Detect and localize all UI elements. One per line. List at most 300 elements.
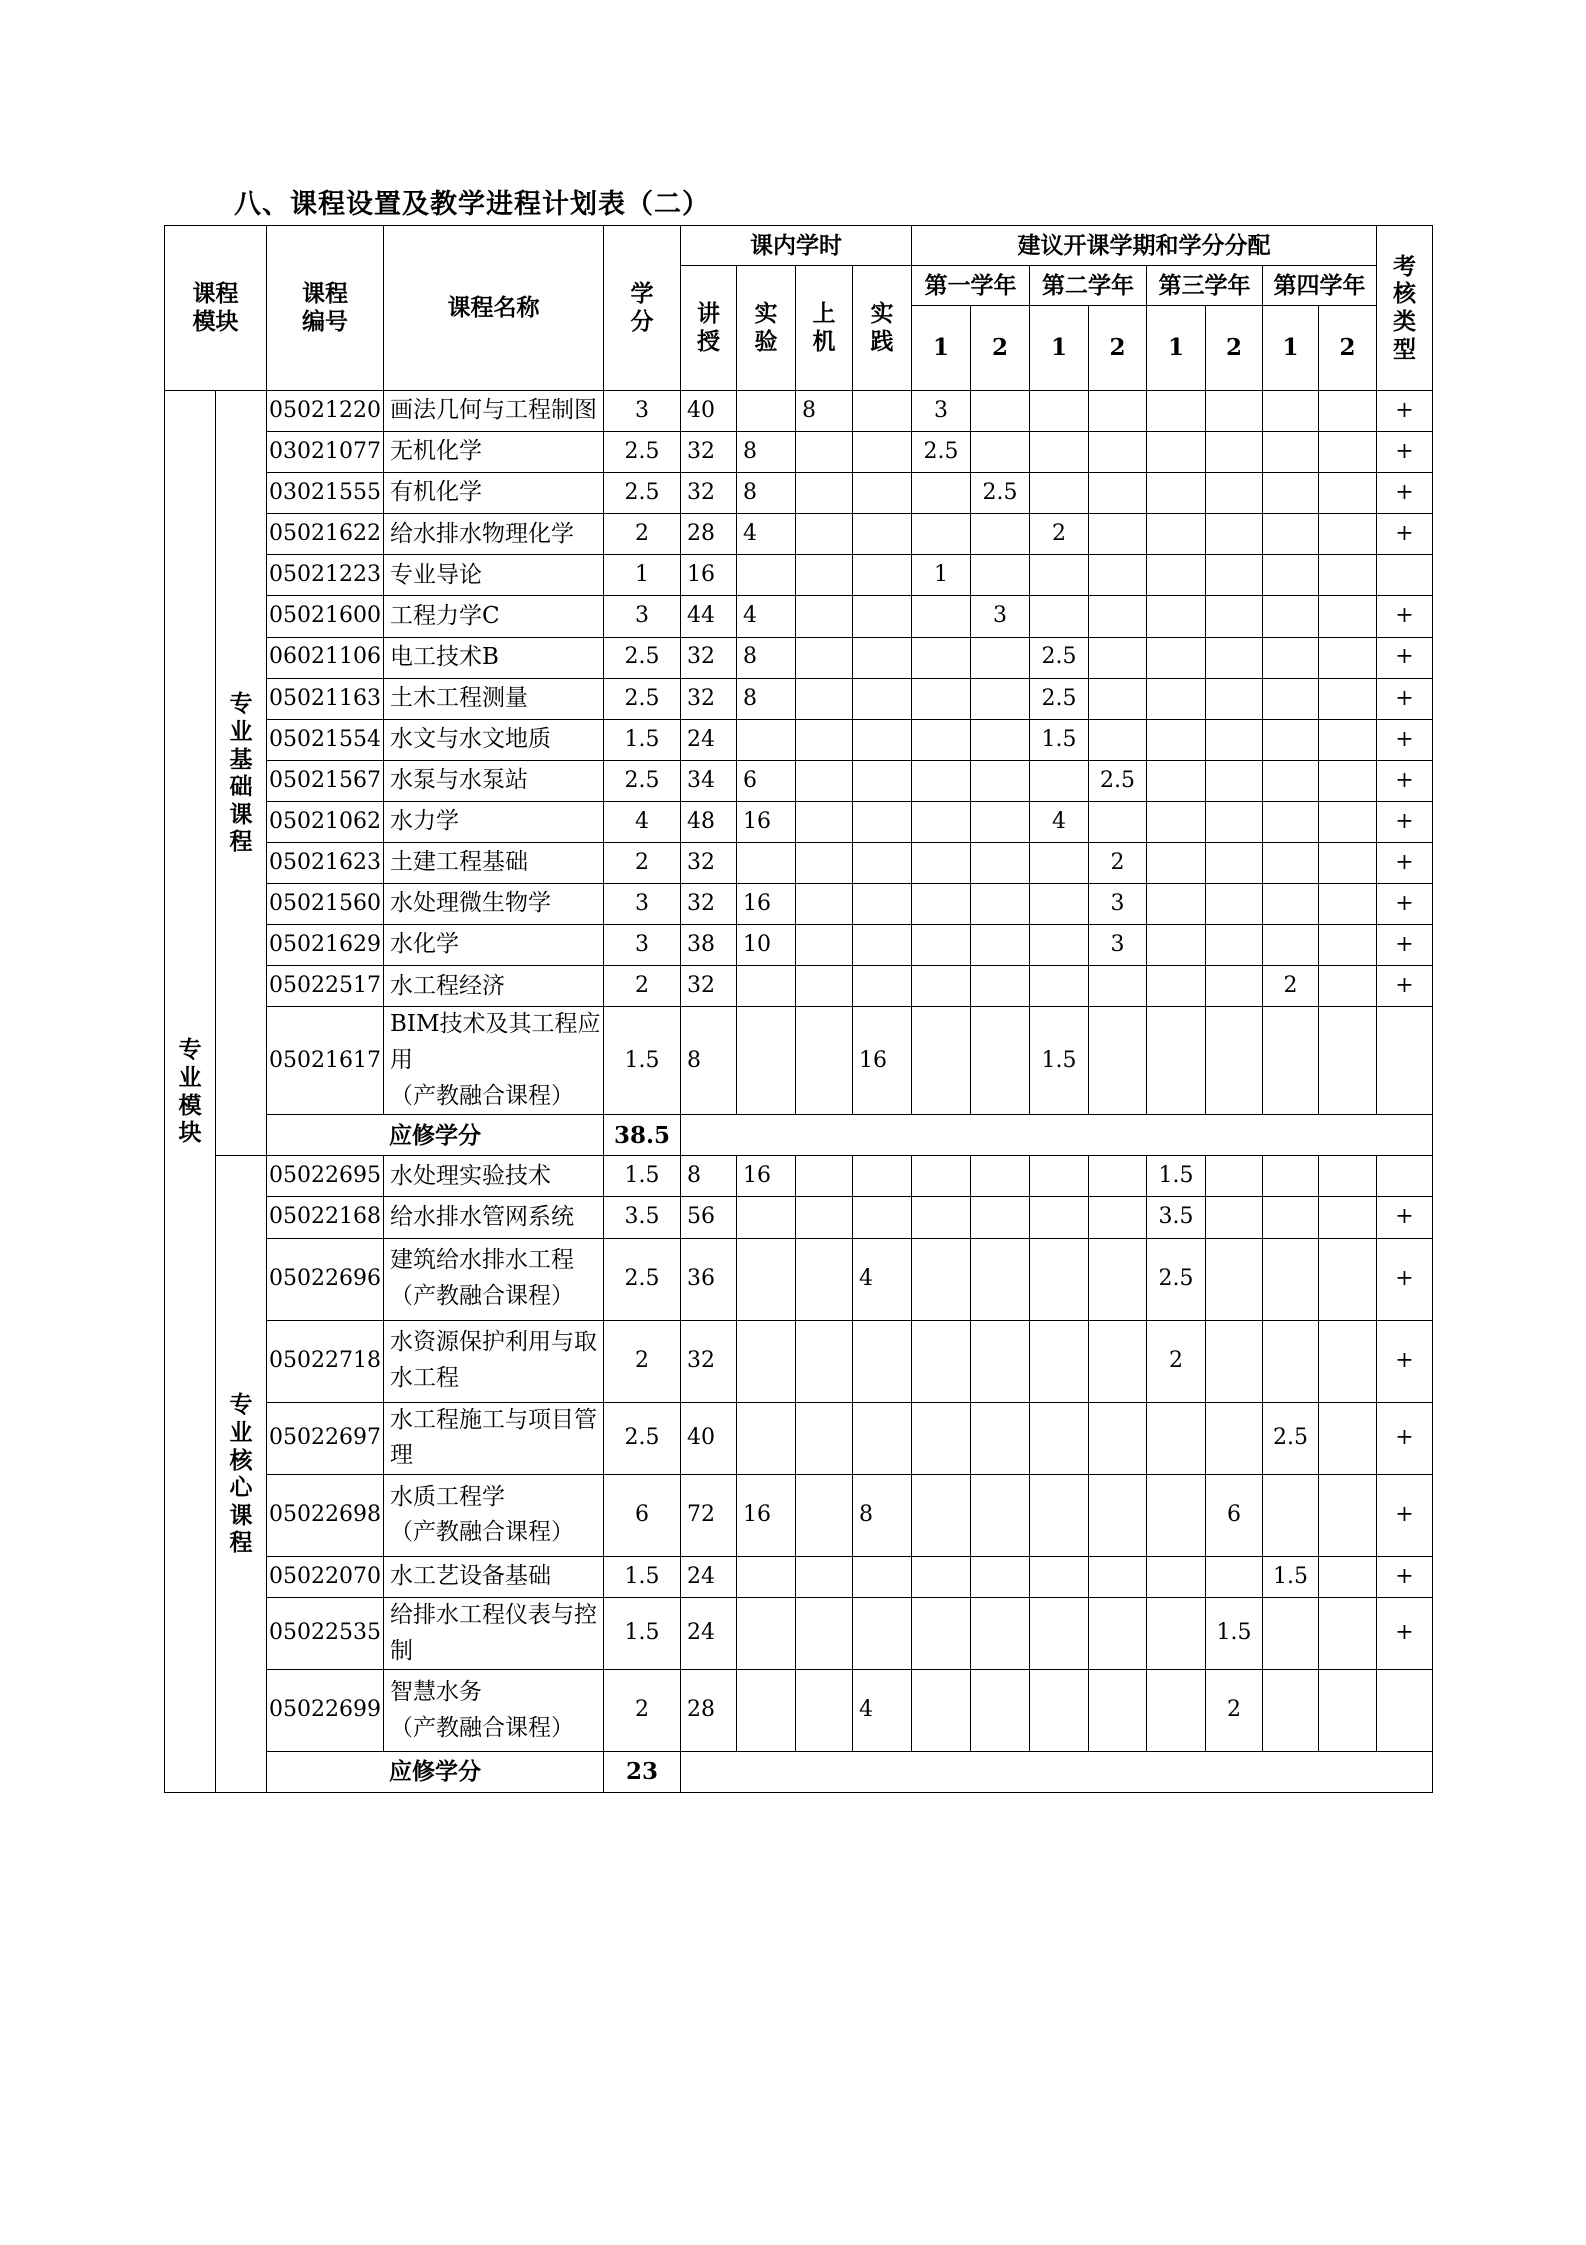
course-term-credit bbox=[1030, 884, 1089, 925]
header-exam bbox=[1377, 226, 1433, 391]
course-term-credit bbox=[1206, 514, 1263, 555]
header-hours-2-line: 上 bbox=[812, 300, 836, 328]
course-name bbox=[384, 925, 604, 966]
course-hours-practice bbox=[853, 884, 912, 925]
course-code: 05021623 bbox=[267, 843, 384, 884]
header-semester-group: 建议开课学期和学分分配 bbox=[912, 226, 1377, 266]
course-credit: 2.5 bbox=[604, 1402, 681, 1474]
header-name: 课程名称 bbox=[384, 226, 604, 391]
course-term-credit bbox=[971, 1007, 1030, 1115]
course-hours-computer bbox=[796, 1197, 853, 1238]
course-exam-type: + bbox=[1377, 1197, 1433, 1238]
course-term-credit bbox=[971, 719, 1030, 760]
course-code: 05021062 bbox=[267, 801, 384, 842]
header-row bbox=[165, 226, 1433, 266]
course-hours-computer bbox=[796, 555, 853, 596]
course-code: 05022718 bbox=[267, 1320, 384, 1402]
course-exam-type bbox=[1377, 1007, 1433, 1115]
course-exam-type: + bbox=[1377, 1402, 1433, 1474]
course-name bbox=[384, 1007, 604, 1115]
subtotal-row bbox=[165, 1115, 1433, 1156]
course-name bbox=[384, 884, 604, 925]
course-credit: 2 bbox=[604, 843, 681, 884]
header-credit-line: 学 bbox=[630, 280, 654, 308]
course-term-credit: 2.5 bbox=[1263, 1402, 1319, 1474]
course-name bbox=[384, 391, 604, 432]
course-exam-type: + bbox=[1377, 1597, 1433, 1669]
course-term-credit bbox=[971, 1670, 1030, 1752]
header-credit bbox=[604, 226, 681, 391]
header-hours-3-line: 践 bbox=[870, 328, 894, 355]
course-name-line: 水文与水文地质 bbox=[390, 725, 551, 752]
course-hours-lecture: 32 bbox=[681, 966, 737, 1007]
course-hours-computer bbox=[796, 1556, 853, 1597]
course-hours-lecture: 36 bbox=[681, 1238, 737, 1320]
course-hours-practice: 8 bbox=[853, 1474, 912, 1556]
course-name bbox=[384, 637, 604, 678]
course-term-credit bbox=[1263, 1156, 1319, 1197]
group-label-line: 础 bbox=[229, 773, 253, 801]
course-term-credit bbox=[971, 884, 1030, 925]
course-credit: 2 bbox=[604, 966, 681, 1007]
course-code: 05022699 bbox=[267, 1670, 384, 1752]
course-hours-computer bbox=[796, 514, 853, 555]
course-term-credit bbox=[1206, 1197, 1263, 1238]
course-term-credit: 2.5 bbox=[1147, 1238, 1206, 1320]
course-code: 05022695 bbox=[267, 1156, 384, 1197]
course-hours-lecture: 32 bbox=[681, 678, 737, 719]
course-name bbox=[384, 1197, 604, 1238]
course-term-credit bbox=[1089, 1320, 1147, 1402]
header-hours-1-line: 验 bbox=[754, 328, 778, 355]
course-term-credit bbox=[912, 1670, 971, 1752]
course-term-credit bbox=[1263, 514, 1319, 555]
course-term-credit bbox=[1263, 596, 1319, 637]
course-term-credit bbox=[1319, 1156, 1377, 1197]
course-term-credit bbox=[912, 473, 971, 514]
course-term-credit bbox=[1147, 391, 1206, 432]
course-term-credit bbox=[1147, 432, 1206, 473]
course-term-credit bbox=[912, 1156, 971, 1197]
course-exam-type: + bbox=[1377, 432, 1433, 473]
course-code: 05022697 bbox=[267, 1402, 384, 1474]
course-hours-computer bbox=[796, 596, 853, 637]
course-term-credit bbox=[1206, 966, 1263, 1007]
course-term-credit bbox=[1089, 678, 1147, 719]
course-term-credit bbox=[1263, 719, 1319, 760]
header-hours-0-line: 讲 bbox=[697, 300, 720, 328]
course-row bbox=[165, 760, 1433, 801]
course-term-credit bbox=[1089, 432, 1147, 473]
course-term-credit bbox=[971, 1474, 1030, 1556]
course-term-credit bbox=[1263, 1238, 1319, 1320]
course-credit: 2 bbox=[604, 514, 681, 555]
header-exam-line: 类 bbox=[1393, 308, 1416, 335]
course-code: 05022168 bbox=[267, 1197, 384, 1238]
course-row bbox=[165, 801, 1433, 842]
header-code bbox=[267, 226, 384, 391]
course-term-credit bbox=[1089, 1597, 1147, 1669]
course-name-line: 水处理微生物学 bbox=[390, 890, 551, 917]
course-credit: 4 bbox=[604, 801, 681, 842]
course-row bbox=[165, 1597, 1433, 1669]
course-term-credit: 3 bbox=[1089, 925, 1147, 966]
course-hours-lab: 16 bbox=[737, 1474, 796, 1556]
course-row bbox=[165, 596, 1433, 637]
course-code: 05021629 bbox=[267, 925, 384, 966]
course-term-credit bbox=[912, 1197, 971, 1238]
course-term-credit bbox=[1263, 1597, 1319, 1669]
course-term-credit bbox=[1206, 1556, 1263, 1597]
course-term-credit bbox=[971, 843, 1030, 884]
course-term-credit bbox=[1147, 1597, 1206, 1669]
course-hours-lecture: 32 bbox=[681, 1320, 737, 1402]
course-hours-lab bbox=[737, 1402, 796, 1474]
header-year-4: 第四学年 bbox=[1263, 266, 1377, 306]
outer-module-label-line: 模 bbox=[178, 1091, 202, 1119]
header-hours-1 bbox=[737, 266, 796, 391]
course-term-credit bbox=[1206, 432, 1263, 473]
course-term-credit bbox=[1030, 1156, 1089, 1197]
course-term-credit: 3 bbox=[971, 596, 1030, 637]
course-term-credit bbox=[1147, 843, 1206, 884]
course-hours-lab bbox=[737, 1597, 796, 1669]
course-plan-table bbox=[164, 225, 1433, 1793]
course-hours-practice bbox=[853, 801, 912, 842]
course-hours-lecture: 48 bbox=[681, 801, 737, 842]
course-term-credit bbox=[1089, 555, 1147, 596]
course-row bbox=[165, 473, 1433, 514]
course-row bbox=[165, 1238, 1433, 1320]
course-credit: 2 bbox=[604, 1320, 681, 1402]
subtotal-label: 应修学分 bbox=[267, 1752, 604, 1793]
course-hours-lecture: 34 bbox=[681, 760, 737, 801]
course-row bbox=[165, 884, 1433, 925]
course-exam-type bbox=[1377, 555, 1433, 596]
header-exam-line: 型 bbox=[1393, 335, 1416, 363]
course-term-credit bbox=[971, 1197, 1030, 1238]
course-term-credit: 2 bbox=[1089, 843, 1147, 884]
course-row bbox=[165, 1156, 1433, 1197]
course-term-credit bbox=[971, 637, 1030, 678]
course-credit: 1.5 bbox=[604, 1007, 681, 1115]
course-term-credit bbox=[1030, 1670, 1089, 1752]
course-row bbox=[165, 1320, 1433, 1402]
course-term-credit bbox=[1319, 801, 1377, 842]
course-credit: 3 bbox=[604, 884, 681, 925]
header-year-3: 第三学年 bbox=[1147, 266, 1263, 306]
course-term-credit: 2 bbox=[1263, 966, 1319, 1007]
course-term-credit bbox=[912, 719, 971, 760]
course-term-credit bbox=[1147, 473, 1206, 514]
course-code: 05021622 bbox=[267, 514, 384, 555]
course-term-credit bbox=[971, 1597, 1030, 1669]
course-term-credit bbox=[1206, 473, 1263, 514]
course-code: 03021077 bbox=[267, 432, 384, 473]
course-exam-type: + bbox=[1377, 843, 1433, 884]
course-term-credit bbox=[912, 884, 971, 925]
course-term-credit bbox=[912, 843, 971, 884]
course-code: 05022517 bbox=[267, 966, 384, 1007]
course-hours-computer bbox=[796, 1474, 853, 1556]
course-name bbox=[384, 1597, 604, 1669]
course-hours-practice: 4 bbox=[853, 1238, 912, 1320]
course-hours-lab bbox=[737, 966, 796, 1007]
course-term-credit bbox=[971, 391, 1030, 432]
header-hours-2-line: 机 bbox=[812, 328, 836, 355]
course-term-credit bbox=[971, 1156, 1030, 1197]
course-term-credit bbox=[1319, 637, 1377, 678]
course-hours-lecture: 72 bbox=[681, 1474, 737, 1556]
course-hours-lecture: 32 bbox=[681, 843, 737, 884]
course-term-credit bbox=[912, 760, 971, 801]
course-hours-computer bbox=[796, 925, 853, 966]
course-term-credit bbox=[1089, 596, 1147, 637]
header-hours-3 bbox=[853, 266, 912, 391]
course-term-credit bbox=[1206, 1402, 1263, 1474]
course-term-credit bbox=[1206, 678, 1263, 719]
course-credit: 3 bbox=[604, 596, 681, 637]
course-term-credit bbox=[971, 801, 1030, 842]
course-term-credit bbox=[912, 966, 971, 1007]
course-term-credit: 1.5 bbox=[1147, 1156, 1206, 1197]
group-label-line: 课 bbox=[229, 800, 253, 828]
course-term-credit bbox=[912, 596, 971, 637]
course-name-line: 土木工程测量 bbox=[390, 684, 528, 711]
header-term: 1 bbox=[1030, 306, 1089, 391]
course-hours-lab: 8 bbox=[737, 678, 796, 719]
course-term-credit bbox=[1030, 555, 1089, 596]
course-hours-lecture: 40 bbox=[681, 1402, 737, 1474]
course-name-line: 给水排水管网系统 bbox=[390, 1203, 574, 1230]
course-name bbox=[384, 843, 604, 884]
course-credit: 3 bbox=[604, 925, 681, 966]
course-hours-practice bbox=[853, 925, 912, 966]
course-hours-lab bbox=[737, 555, 796, 596]
course-exam-type: + bbox=[1377, 514, 1433, 555]
course-hours-practice bbox=[853, 1156, 912, 1197]
header-year-2: 第二学年 bbox=[1030, 266, 1147, 306]
course-term-credit bbox=[1319, 555, 1377, 596]
course-hours-computer bbox=[796, 1007, 853, 1115]
course-term-credit bbox=[912, 1556, 971, 1597]
course-name-line: 有机化学 bbox=[390, 479, 482, 506]
course-row bbox=[165, 966, 1433, 1007]
course-term-credit bbox=[1147, 1007, 1206, 1115]
course-row bbox=[165, 514, 1433, 555]
course-term-credit bbox=[1147, 678, 1206, 719]
course-hours-computer bbox=[796, 843, 853, 884]
course-term-credit bbox=[1319, 391, 1377, 432]
course-exam-type: + bbox=[1377, 596, 1433, 637]
course-exam-type: + bbox=[1377, 801, 1433, 842]
course-code: 05022698 bbox=[267, 1474, 384, 1556]
course-hours-lab bbox=[737, 719, 796, 760]
course-term-credit bbox=[1263, 432, 1319, 473]
course-term-credit bbox=[1147, 925, 1206, 966]
outer-module-label-line: 块 bbox=[178, 1119, 202, 1147]
course-term-credit bbox=[1089, 1402, 1147, 1474]
course-row bbox=[165, 925, 1433, 966]
course-term-credit bbox=[1030, 925, 1089, 966]
subtotal-value: 23 bbox=[604, 1752, 681, 1793]
course-row bbox=[165, 1556, 1433, 1597]
course-code: 05021560 bbox=[267, 884, 384, 925]
course-term-credit bbox=[1206, 391, 1263, 432]
course-name bbox=[384, 1402, 604, 1474]
course-hours-lecture: 24 bbox=[681, 1556, 737, 1597]
course-term-credit bbox=[1089, 637, 1147, 678]
course-term-credit: 2.5 bbox=[1030, 637, 1089, 678]
course-hours-lecture: 32 bbox=[681, 432, 737, 473]
course-term-credit bbox=[1147, 1556, 1206, 1597]
course-hours-lecture: 32 bbox=[681, 473, 737, 514]
subtotal-empty bbox=[681, 1752, 1433, 1793]
header-term: 2 bbox=[1319, 306, 1377, 391]
course-hours-computer bbox=[796, 801, 853, 842]
course-credit: 2.5 bbox=[604, 760, 681, 801]
course-credit: 3 bbox=[604, 391, 681, 432]
course-hours-lab bbox=[737, 1670, 796, 1752]
course-row bbox=[165, 555, 1433, 596]
course-term-credit bbox=[1319, 678, 1377, 719]
header-term: 1 bbox=[912, 306, 971, 391]
course-term-credit bbox=[1147, 719, 1206, 760]
course-term-credit bbox=[1147, 1670, 1206, 1752]
course-term-credit bbox=[1147, 966, 1206, 1007]
course-term-credit bbox=[1206, 801, 1263, 842]
course-name-line: 建筑给水排水工程 bbox=[390, 1247, 574, 1274]
header-exam-line: 考 bbox=[1393, 252, 1416, 280]
course-term-credit bbox=[1089, 1197, 1147, 1238]
course-term-credit bbox=[1030, 760, 1089, 801]
course-term-credit bbox=[1319, 760, 1377, 801]
group-label-line: 心 bbox=[229, 1474, 253, 1502]
header-credit-line: 分 bbox=[630, 308, 654, 335]
course-term-credit bbox=[1147, 1402, 1206, 1474]
header-hours-3-line: 实 bbox=[870, 300, 894, 328]
course-term-credit bbox=[1206, 596, 1263, 637]
course-term-credit bbox=[1147, 801, 1206, 842]
course-hours-lab: 8 bbox=[737, 637, 796, 678]
course-term-credit bbox=[1089, 1474, 1147, 1556]
course-term-credit: 1 bbox=[912, 555, 971, 596]
course-term-credit: 1.5 bbox=[1263, 1556, 1319, 1597]
course-credit: 1.5 bbox=[604, 719, 681, 760]
course-hours-lab bbox=[737, 1007, 796, 1115]
course-term-credit bbox=[1263, 391, 1319, 432]
course-name-line: 电工技术B bbox=[390, 643, 499, 670]
course-name-line: 水工程经济 bbox=[390, 972, 505, 999]
group-label-line: 课 bbox=[229, 1501, 253, 1529]
course-term-credit bbox=[1030, 473, 1089, 514]
course-hours-computer bbox=[796, 1320, 853, 1402]
course-term-credit bbox=[1030, 1238, 1089, 1320]
course-name-line: （产教融合课程） bbox=[390, 1714, 574, 1741]
course-term-credit bbox=[1089, 391, 1147, 432]
course-hours-practice bbox=[853, 760, 912, 801]
header-hours-2 bbox=[796, 266, 853, 391]
course-exam-type bbox=[1377, 1670, 1433, 1752]
course-term-credit bbox=[1030, 966, 1089, 1007]
course-hours-computer bbox=[796, 719, 853, 760]
course-name bbox=[384, 678, 604, 719]
header-term: 2 bbox=[1089, 306, 1147, 391]
course-hours-lecture: 40 bbox=[681, 391, 737, 432]
course-row bbox=[165, 719, 1433, 760]
header-year-1: 第一学年 bbox=[912, 266, 1030, 306]
header-code-line: 编号 bbox=[302, 308, 348, 335]
course-name bbox=[384, 801, 604, 842]
course-term-credit: 2 bbox=[1206, 1670, 1263, 1752]
course-row bbox=[165, 678, 1433, 719]
course-name-line: 水质工程学 bbox=[390, 1483, 505, 1510]
course-name-line: 专业导论 bbox=[390, 561, 482, 588]
course-code: 05022696 bbox=[267, 1238, 384, 1320]
course-term-credit bbox=[912, 637, 971, 678]
course-term-credit bbox=[971, 514, 1030, 555]
course-hours-practice bbox=[853, 432, 912, 473]
course-hours-practice bbox=[853, 555, 912, 596]
course-hours-lab: 16 bbox=[737, 801, 796, 842]
course-term-credit bbox=[971, 966, 1030, 1007]
course-code: 03021555 bbox=[267, 473, 384, 514]
course-exam-type: + bbox=[1377, 966, 1433, 1007]
course-hours-lab: 4 bbox=[737, 596, 796, 637]
course-name-line: 水工程施工与项目管理 bbox=[390, 1406, 597, 1469]
course-hours-computer: 8 bbox=[796, 391, 853, 432]
course-hours-lab bbox=[737, 1238, 796, 1320]
course-name bbox=[384, 473, 604, 514]
course-name bbox=[384, 596, 604, 637]
course-credit: 2 bbox=[604, 1670, 681, 1752]
header-hours-0 bbox=[681, 266, 737, 391]
group-label-line: 业 bbox=[229, 717, 253, 745]
header-code-line: 课程 bbox=[302, 280, 348, 308]
course-term-credit bbox=[1147, 637, 1206, 678]
course-credit: 2.5 bbox=[604, 473, 681, 514]
subtotal-empty bbox=[681, 1115, 1433, 1156]
course-name-line: （产教融合课程） bbox=[390, 1519, 574, 1546]
course-term-credit bbox=[971, 1556, 1030, 1597]
course-term-credit bbox=[971, 760, 1030, 801]
course-term-credit bbox=[1206, 1156, 1263, 1197]
course-hours-lecture: 38 bbox=[681, 925, 737, 966]
course-name-line: 给排水工程仪表与控制 bbox=[390, 1601, 597, 1664]
course-term-credit bbox=[1206, 555, 1263, 596]
course-term-credit bbox=[1263, 1320, 1319, 1402]
course-term-credit: 3.5 bbox=[1147, 1197, 1206, 1238]
outer-module-label-line: 专 bbox=[178, 1036, 202, 1064]
course-name bbox=[384, 1556, 604, 1597]
course-term-credit bbox=[912, 801, 971, 842]
course-credit: 2.5 bbox=[604, 432, 681, 473]
course-term-credit: 2 bbox=[1030, 514, 1089, 555]
course-term-credit bbox=[1206, 1238, 1263, 1320]
course-hours-lecture: 24 bbox=[681, 719, 737, 760]
course-exam-type: + bbox=[1377, 1474, 1433, 1556]
course-term-credit bbox=[1089, 1670, 1147, 1752]
course-term-credit bbox=[1263, 884, 1319, 925]
course-name-line: 工程力学C bbox=[390, 602, 500, 629]
group-label-line: 程 bbox=[229, 828, 253, 856]
course-code: 05021617 bbox=[267, 1007, 384, 1115]
course-row bbox=[165, 637, 1433, 678]
course-row bbox=[165, 1402, 1433, 1474]
course-hours-computer bbox=[796, 1402, 853, 1474]
course-hours-lecture: 8 bbox=[681, 1156, 737, 1197]
course-hours-computer bbox=[796, 966, 853, 1007]
